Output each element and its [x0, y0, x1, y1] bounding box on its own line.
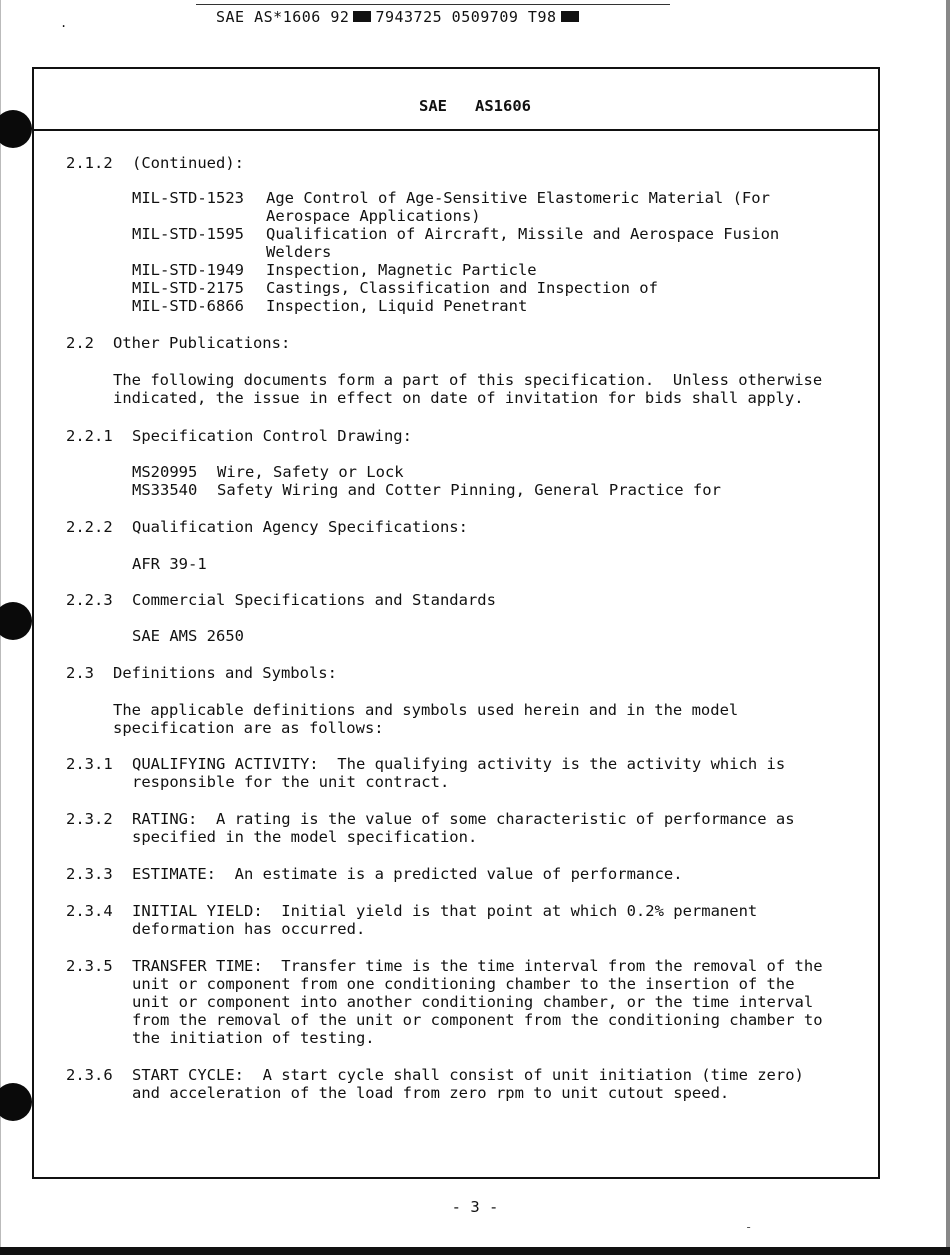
section-number: 2.2: [66, 334, 94, 352]
section-number: 2.3.2: [66, 810, 113, 828]
section-number: 2.3.3: [66, 865, 113, 883]
ref-code: MIL-STD-6866: [132, 297, 244, 315]
ref-title: Age Control of Age-Sensitive Elastomeric Material (For: [266, 189, 770, 207]
page-number: - 3 -: [451, 1198, 499, 1216]
section-number: 2.3: [66, 664, 94, 682]
black-block-icon: [353, 11, 371, 22]
header-rule: [196, 4, 670, 5]
title-divider: [32, 129, 880, 131]
definition-line: START CYCLE: A start cycle shall consist of unit initiation (time zero): [132, 1066, 804, 1084]
document-stamp: [216, 8, 583, 26]
ref-code: SAE AMS 2650: [132, 627, 244, 645]
ref-title: Safety Wiring and Cotter Pinning, General Practice for: [217, 481, 721, 499]
section-number: 2.2.2: [66, 518, 113, 536]
ref-code: MIL-STD-1595: [132, 225, 244, 243]
definition-line: from the removal of the unit or component from the conditioning chamber to: [132, 1011, 823, 1029]
body-line: indicated, the issue in effect on date of invitation for bids shall apply.: [113, 389, 804, 407]
definition-line: the initiation of testing.: [132, 1029, 375, 1047]
ref-title: Welders: [266, 243, 332, 261]
section-heading: Commercial Specifications and Standards: [132, 591, 496, 609]
section-number: 2.1.2: [66, 154, 113, 172]
section-heading: Qualification Agency Specifications:: [132, 518, 468, 536]
stamp-prefix: SAE AS*1606 92: [216, 8, 350, 26]
ref-title: Inspection, Liquid Penetrant: [266, 297, 528, 315]
ref-title: Inspection, Magnetic Particle: [266, 261, 537, 279]
ref-code: MIL-STD-1523: [132, 189, 244, 207]
definition-line: ESTIMATE: An estimate is a predicted value of performance.: [132, 865, 683, 883]
definition-line: QUALIFYING ACTIVITY: The qualifying activity is the activity which is: [132, 755, 786, 773]
punch-hole-icon: [0, 110, 32, 148]
ref-code: MS33540: [132, 481, 198, 499]
definition-line: unit or component from one conditioning chamber to the insertion of the: [132, 975, 795, 993]
body-line: The following documents form a part of this specification. Unless otherwise: [113, 371, 823, 389]
definition-line: INITIAL YIELD: Initial yield is that point at which 0.2% permanent: [132, 902, 758, 920]
definition-line: deformation has occurred.: [132, 920, 366, 938]
black-block-icon: [561, 11, 579, 22]
ref-title: Wire, Safety or Lock: [217, 463, 404, 481]
ref-code: MIL-STD-2175: [132, 279, 244, 297]
page-edge-bottom: [0, 1247, 950, 1255]
body-line: specification are as follows:: [113, 719, 384, 737]
section-number: 2.3.5: [66, 957, 113, 975]
definition-line: RATING: A rating is the value of some characteristic of performance as: [132, 810, 795, 828]
document-title: SAE AS1606: [419, 97, 531, 115]
scan-speck: -: [745, 1220, 753, 1234]
page-edge-right: [946, 0, 950, 1255]
stamp-middle: 7943725 0509709 T98: [375, 8, 557, 26]
section-heading: Definitions and Symbols:: [113, 664, 337, 682]
punch-hole-icon: [0, 1083, 32, 1121]
section-number: 2.3.4: [66, 902, 113, 920]
ref-code: MIL-STD-1949: [132, 261, 244, 279]
scan-speck: .: [60, 16, 68, 30]
section-number: 2.2.1: [66, 427, 113, 445]
punch-hole-icon: [0, 602, 32, 640]
definition-line: unit or component into another conditioning chamber, or the time interval: [132, 993, 814, 1011]
section-number: 2.3.6: [66, 1066, 113, 1084]
ref-title: Qualification of Aircraft, Missile and Aerospace Fusion: [266, 225, 780, 243]
ref-title: Castings, Classification and Inspection of: [266, 279, 658, 297]
section-heading: (Continued):: [132, 154, 244, 172]
definition-line: specified in the model specification.: [132, 828, 478, 846]
ref-title: Aerospace Applications): [266, 207, 481, 225]
definition-line: responsible for the unit contract.: [132, 773, 450, 791]
section-number: 2.2.3: [66, 591, 113, 609]
definition-line: TRANSFER TIME: Transfer time is the time interval from the removal of the: [132, 957, 823, 975]
ref-code: MS20995: [132, 463, 198, 481]
definition-line: and acceleration of the load from zero rpm to unit cutout speed.: [132, 1084, 730, 1102]
ref-code: AFR 39-1: [132, 555, 207, 573]
body-line: The applicable definitions and symbols used herein and in the model: [113, 701, 739, 719]
section-number: 2.3.1: [66, 755, 113, 773]
section-heading: Other Publications:: [113, 334, 291, 352]
section-heading: Specification Control Drawing:: [132, 427, 412, 445]
